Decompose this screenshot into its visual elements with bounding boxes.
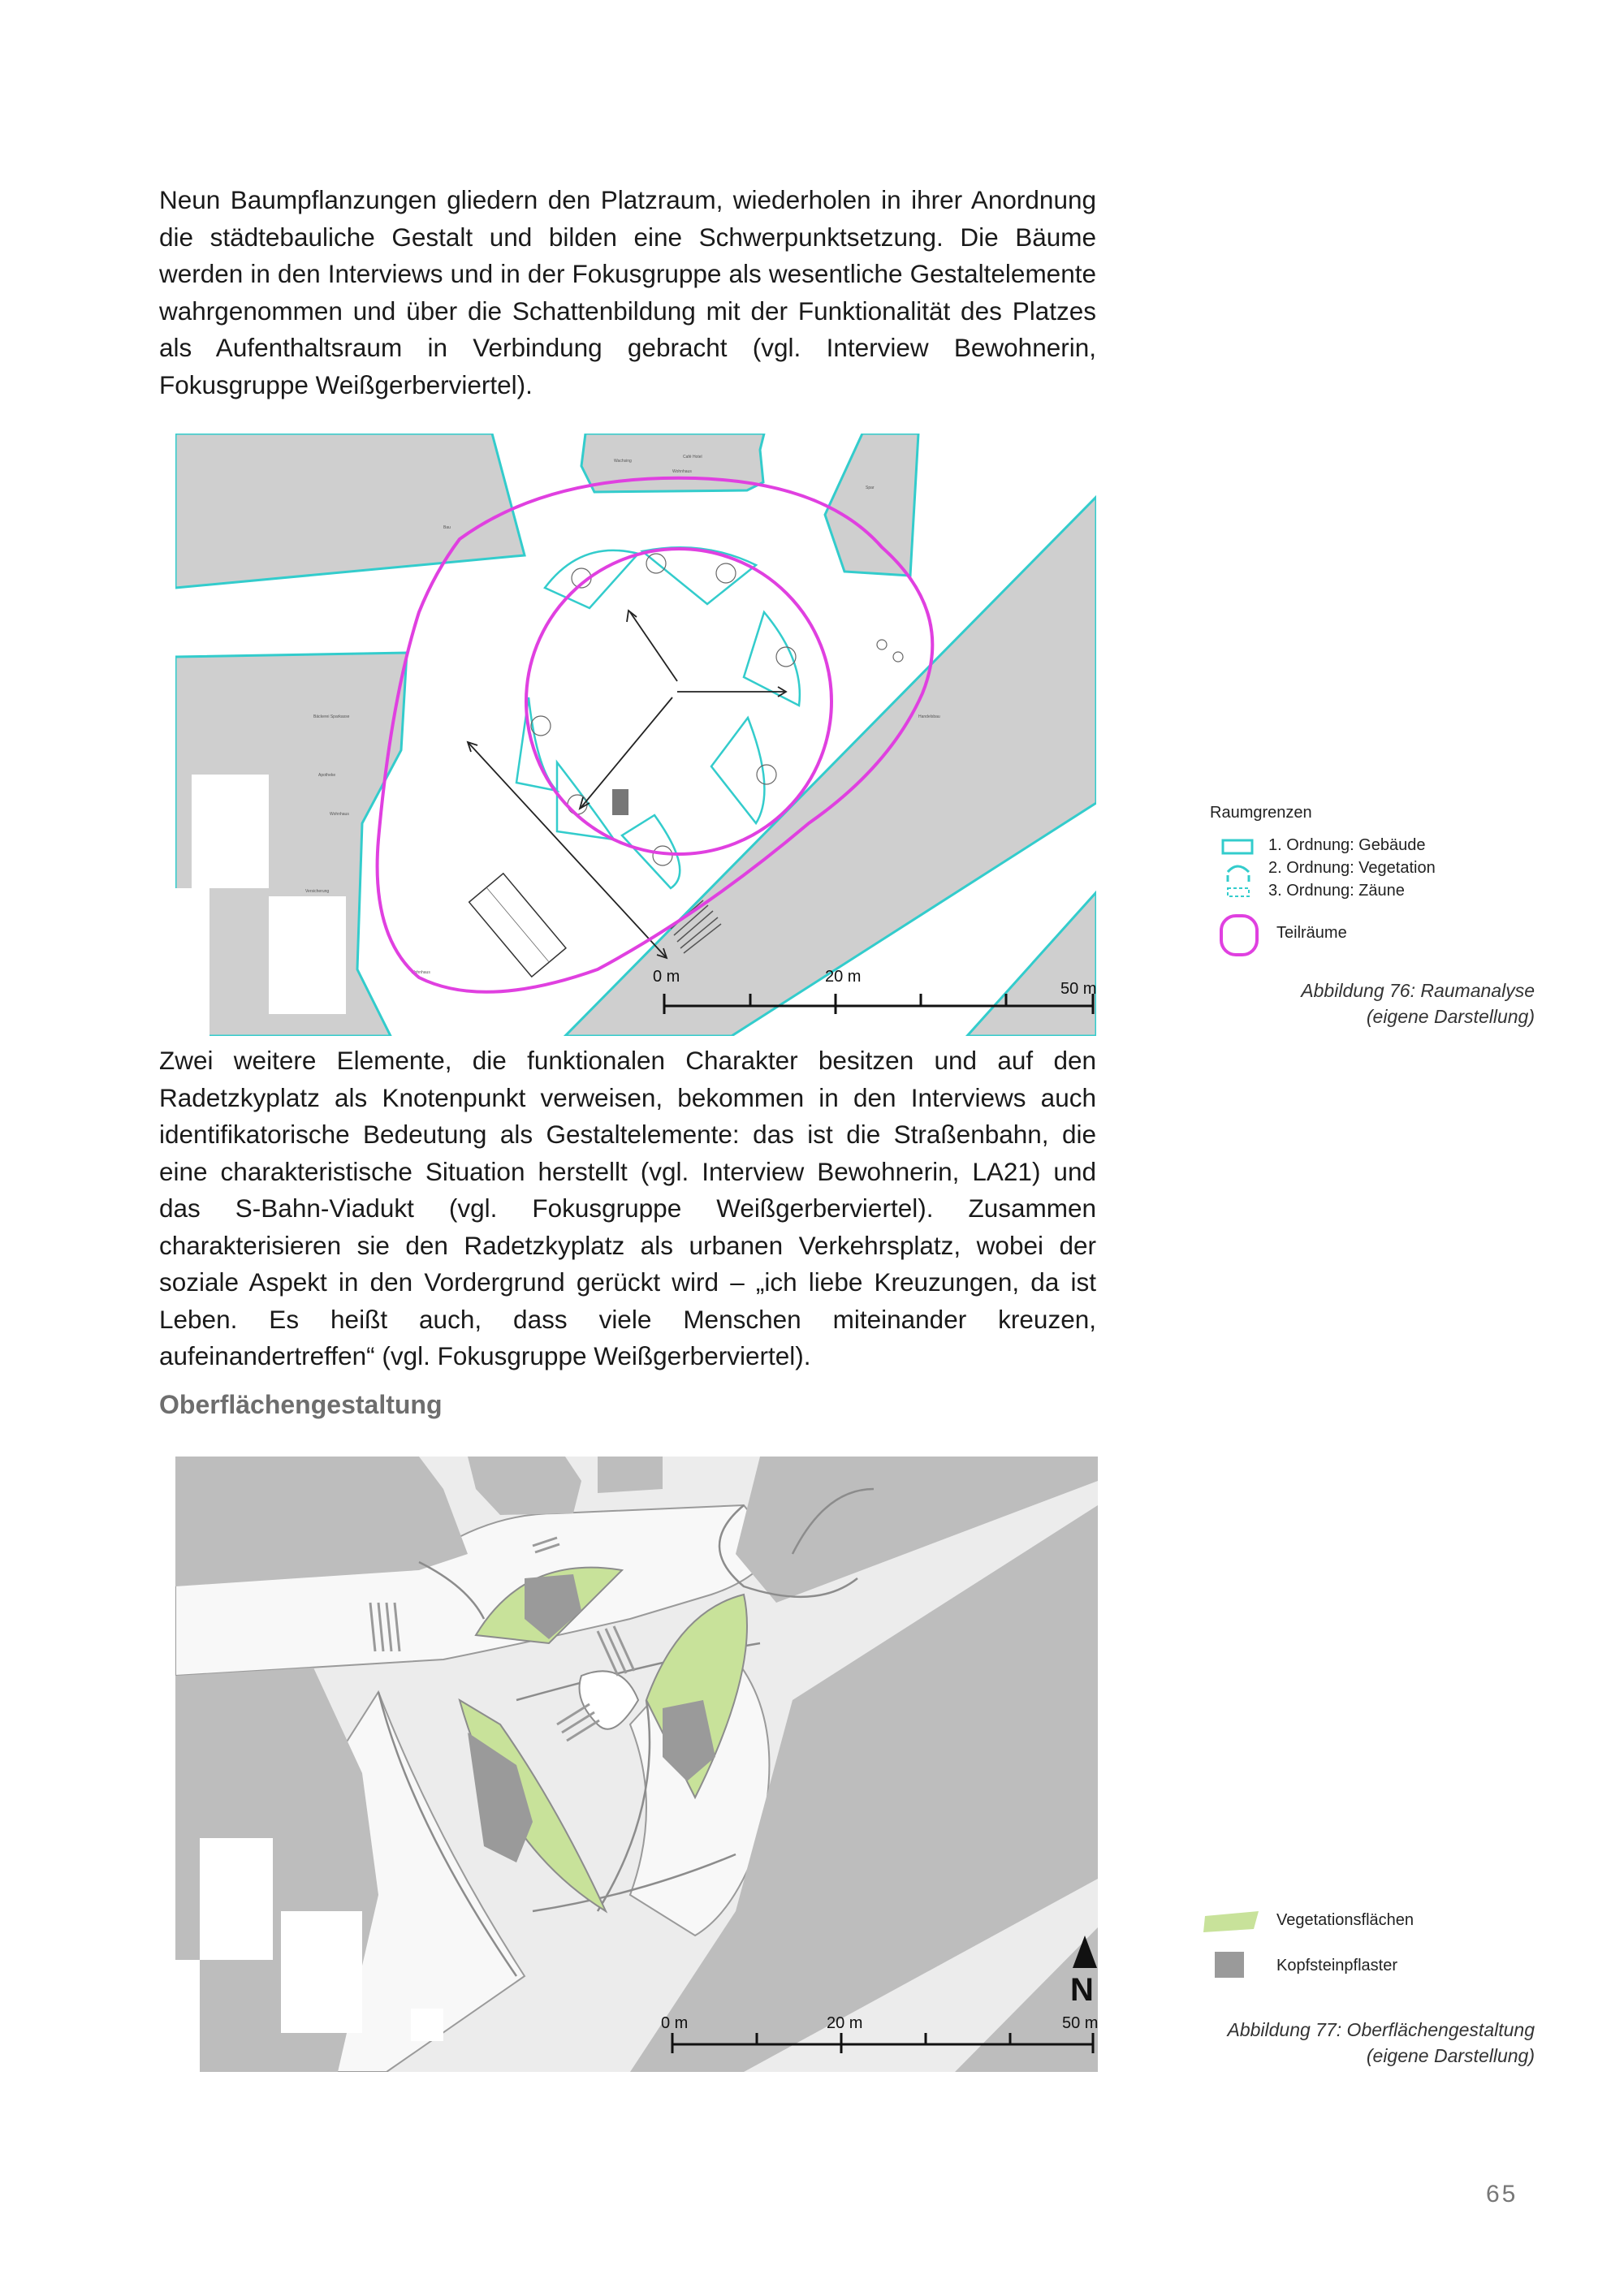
building-north-2b (598, 1457, 663, 1493)
tram-stop-outline (469, 874, 566, 977)
svg-text:Spar: Spar (866, 486, 875, 490)
svg-text:Bäckerei Sparkasse: Bäckerei Sparkasse (313, 714, 350, 719)
caption-fig77-source: (eigene Darstellung) (1366, 2045, 1535, 2066)
legend-item-3: 3. Ordnung: Zäune (1268, 882, 1405, 900)
paragraph-trees: Neun Baumpflanzungen gliedern den Platzraum, wiederholen in ihrer Anordnung die städtebauliche Gestalt und bilden eine Schwerpunktsetzung. Die Bäume werden in den Interviews und in der Fokusgruppe als wesentliche Gestaltelemente wahrgenommen und über die Schattenbildung mit der Funktionalität des Platzes als Aufenthaltsraum in Verbindung gebracht (vgl. Interview Bewohnerin, Fokusgruppe Weißgerberviertel). (159, 185, 1096, 399)
legend-item-2: 2. Ordnung: Vegetation (1268, 859, 1436, 877)
scale-label-end-2: 50 m (1062, 2014, 1098, 2032)
svg-text:Apotheke: Apotheke (318, 773, 336, 778)
legend-cobble-label: Kopfsteinpflaster (1276, 1957, 1397, 1974)
building-se (967, 892, 1096, 1036)
svg-text:Wohnhaus: Wohnhaus (330, 812, 349, 817)
caption-fig76-source: (eigene Darstellung) (1366, 1006, 1535, 1027)
scale-label-mid: 20 m (825, 968, 862, 986)
legend-vegetation-label: Vegetationsflächen (1276, 1911, 1415, 1929)
legend-swatch-cobble (1215, 1952, 1244, 1978)
legend-swatch-fence (1228, 888, 1249, 896)
caption-fig76 (1153, 978, 1535, 1029)
legend-item-1: 1. Ordnung: Gebäude (1268, 836, 1426, 854)
scale-label-end: 50 m (1060, 980, 1096, 998)
inner-teilraum (526, 549, 831, 854)
svg-text:Bau: Bau (443, 525, 451, 530)
building-nw-2 (175, 1457, 468, 1586)
legend-raumgrenzen (1202, 804, 1543, 990)
legend-title: Raumgrenzen (1210, 804, 1312, 822)
building-ne (825, 434, 918, 576)
caption-fig77-title: Abbildung 77: Oberflächengestaltung (1227, 2019, 1535, 2040)
legend-oberflaechen (1202, 1908, 1543, 1989)
svg-text:Wachsing: Wachsing (614, 459, 632, 464)
svg-text:Café Hotel: Café Hotel (683, 455, 702, 460)
figure-raumanalyse-map (175, 434, 1096, 1036)
caption-fig77 (1137, 2017, 1535, 2069)
svg-text:Handelsbau: Handelsbau (918, 714, 940, 719)
scale-label-start: 0 m (653, 968, 680, 986)
svg-text:Wohnhaus: Wohnhaus (411, 970, 430, 975)
page-number: 65 (1486, 2181, 1518, 2208)
scale-label-mid-2: 20 m (827, 2014, 863, 2032)
legend-swatch-vegetation (1228, 866, 1249, 872)
caption-fig76-title: Abbildung 76: Raumanalyse (1301, 980, 1535, 1001)
north-label: N (1070, 1972, 1094, 2008)
figure-oberflaechen-map (175, 1457, 1098, 2072)
paragraph-elements: Zwei weitere Elemente, die funktionalen Charakter besitzen und auf den Radetzkyplatz als Knotenpunkt verweisen, bekommen in den Interviews auch identifikatorische Bedeutung als Gestaltelemente: das ist die Straßenbahn, die eine charakteristische Situation herstellt (vgl. Interview Bewohnerin, LA21) und das S-Bahn-Viadukt (vgl. Fokusgruppe Weißgerberviertel). Zusammen charakterisieren sie den Radetzkyplatz als urbanen Verkehrsplatz, wobei der soziale Aspekt in den Vordergrund gerückt wird – „ich liebe Kreuzungen, da ist Leben. Es heißt auch, dass viele Menschen miteinander kreuzen, aufeinandertreffen“ (vgl. Fokusgruppe Weißgerberviertel). (159, 1046, 1096, 1370)
scale-label-start-2: 0 m (661, 2014, 689, 2032)
legend-swatch-vegetation-2 (1203, 1911, 1259, 1932)
viaduct (565, 497, 1096, 1036)
legend-swatch-building (1223, 840, 1252, 853)
section-heading: Oberflächengestaltung (159, 1390, 443, 1419)
svg-text:Wohnhaus: Wohnhaus (672, 469, 692, 474)
legend-item-teilraeume: Teilräume (1276, 924, 1347, 942)
building-nw (175, 434, 525, 588)
svg-text:Versicherung: Versicherung (305, 889, 330, 894)
legend-swatch-teilraum (1221, 916, 1257, 955)
